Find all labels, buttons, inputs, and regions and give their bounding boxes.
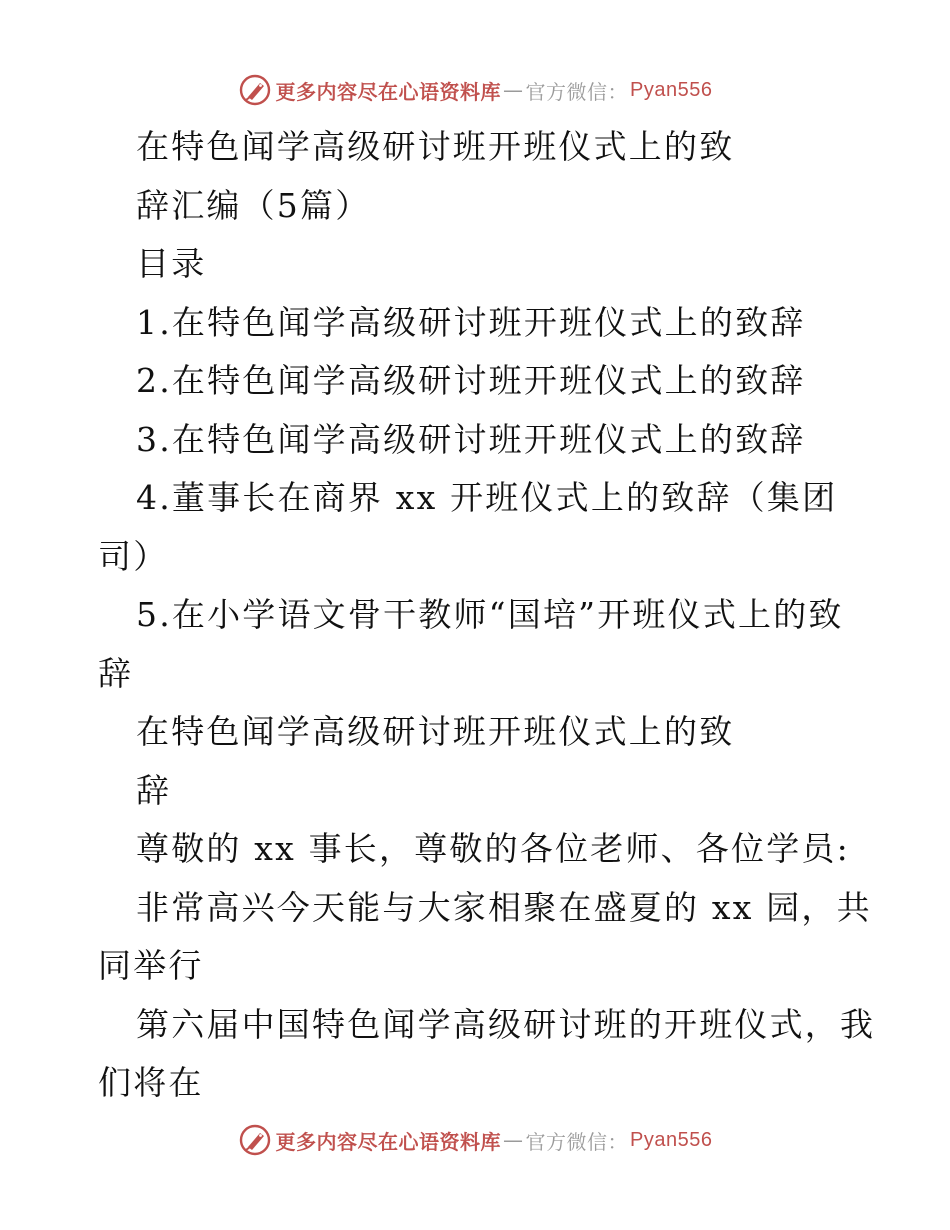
pen-nib-logo-icon — [238, 1123, 272, 1157]
doc-title-line-2: 辞汇编（5篇） — [136, 185, 371, 225]
header-watermark — [0, 70, 950, 110]
paragraph-1-line-1: 非常高兴今天能与大家相聚在盛夏的 xx 园，共 — [136, 887, 872, 927]
watermark-handle: Pyan556 — [630, 1128, 713, 1151]
watermark-official-label: 官方微信： — [525, 1129, 629, 1154]
doc-title-line-1: 在特色闻学高级研讨班开班仪式上的致 — [136, 127, 735, 166]
watermark-banner — [238, 73, 713, 107]
toc-item-1: 1.在特色闻学高级研讨班开班仪式上的致辞 — [136, 302, 806, 342]
paragraph-2-line-1: 第六届中国特色闻学高级研讨班的开班仪式，我 — [136, 1004, 876, 1044]
footer-watermark — [0, 1120, 950, 1160]
toc-item-3: 3.在特色闻学高级研讨班开班仪式上的致辞 — [136, 419, 806, 459]
section-title-line-1: 在特色闻学高级研讨班开班仪式上的致 — [136, 712, 735, 751]
watermark-banner — [238, 1123, 713, 1157]
section-title-line-2: 辞 — [136, 770, 172, 810]
toc-item-5-continued: 辞 — [98, 653, 134, 693]
toc-item-4-continued: 司） — [98, 536, 169, 576]
pen-nib-logo-icon — [238, 73, 272, 107]
watermark-brand: 更多内容尽在心语资料库 — [275, 79, 502, 104]
toc-item-2: 2.在特色闻学高级研讨班开班仪式上的致辞 — [136, 361, 806, 400]
watermark-separator: — — [503, 1128, 524, 1152]
paragraph-1-line-2: 同举行 — [98, 946, 204, 985]
toc-heading: 目录 — [136, 244, 207, 283]
watermark-brand: 更多内容尽在心语资料库 — [275, 1129, 502, 1154]
toc-item-5: 5.在小学语文骨干教师“国培”开班仪式上的致 — [136, 595, 844, 634]
toc-item-4: 4.董事长在商界 xx 开班仪式上的致辞（集团 — [136, 478, 838, 517]
greeting: 尊敬的 xx 事长，尊敬的各位老师、各位学员: — [136, 829, 850, 868]
watermark-handle: Pyan556 — [630, 78, 713, 101]
watermark-separator: — — [503, 78, 524, 102]
document-body — [98, 118, 876, 1113]
watermark-official-label: 官方微信： — [525, 79, 629, 104]
paragraph-2-line-2: 们将在 — [98, 1063, 204, 1102]
